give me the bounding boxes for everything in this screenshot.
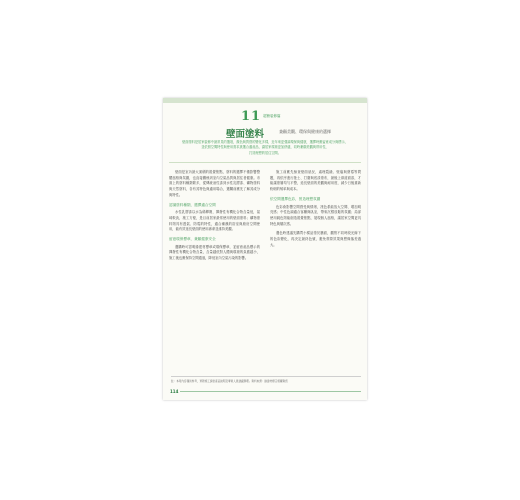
body-paragraph: 水性乳膠漆以水為稀釋劑，揮發性有機化合物含量低，氣味較淡，施工方便，是目前居家最常使用的壁面塗料；礦物塗料則具有透氣、防霉的特性，適合潮濕的浴室與廚房空間使用，能有效延長壁面的使用壽命並維持美觀。 bbox=[169, 210, 260, 232]
section-heading: 依空間選擇色彩，營造理想氛圍 bbox=[270, 196, 321, 201]
footer-rule bbox=[180, 391, 361, 392]
intro-line: 打造理想的居住空間。 bbox=[249, 150, 281, 155]
page-footnote: 註：本頁內容僅供參考，實際施工請依產品說明及專業人員建議辦理。資料來源：綠建材標章相關資訊 bbox=[171, 376, 361, 383]
chapter-number: 11 bbox=[241, 109, 262, 124]
chapter-intro bbox=[169, 140, 361, 156]
body-paragraph: 色彩會影響空間感受與情緒，淺色系能放大空間、增加明亮感；中性色調適合客廳與臥室，帶來沉穩放鬆的氛圍；局部使用跳色則能創造視覺焦點，展現個人風格，讓居家空間更具特色與層次感。 bbox=[270, 204, 361, 226]
intro-line: 並依照空間特性與使用需求挑選合適產品，讓居家環境更加舒適，同時兼顧美觀與實用性， bbox=[201, 145, 329, 150]
chapter-title: 壁面塗料 bbox=[226, 129, 265, 140]
page-number: 114 bbox=[170, 389, 179, 394]
section-heading: 留意環保標章，兼顧健康安全 bbox=[169, 237, 216, 242]
book-page bbox=[163, 98, 367, 400]
intro-line: 壁面塗料是居家裝修中最常見的選項，顏色與質感的變化多樣，近年來更強調環保與健康，選擇時應留意成分與標示， bbox=[182, 140, 348, 144]
intro-divider bbox=[169, 162, 361, 163]
chapter-subtitle: 兼顧美觀、環保與健康的選擇 bbox=[279, 129, 331, 134]
page-top-band bbox=[163, 98, 367, 103]
body-paragraph: 選購時可認明綠建材標章或環保標章，並留意產品標示的揮發性有機化合物含量，含量越低對人體與環境的負擔越小，施工後也應保持空間通風，降低室內空氣污染的影響。 bbox=[169, 244, 260, 261]
right-text-column bbox=[270, 170, 361, 252]
body-paragraph: 選色時建議先購買小樣品塗於牆面，觀察不同時段光線下的色彩變化，再決定最終色號，避免實際效果與想像落差過大。 bbox=[270, 231, 361, 247]
left-text-column bbox=[169, 170, 260, 266]
chapter-section-label: 超簡裝修篇 bbox=[263, 114, 281, 118]
section-heading: 認識塗料種類，選擇適合空間 bbox=[169, 202, 216, 207]
body-paragraph: 施工前應先檢查壁面狀況，處理裂縫、壁癌與發霉等問題，再依序進行批土、打磨與底漆塗布，最後上兩道面漆，才能讓塗層均勻平整，延長壁面的美觀與耐用度，減少日後重新粉刷的頻率與成本。 bbox=[270, 170, 361, 192]
body-paragraph: 壁面是室內最大面積的視覺焦點，塗料的選擇不僅影響整體風格與氛圍，也直接關係到室內空氣品質與居住者健康。市面上的塗料種類繁多，從傳統油性漆到水性乳膠漆、礦物塗料與天然塗料，各有其特色與適用場合，選購前應先了解其成分與特性。 bbox=[169, 170, 260, 197]
